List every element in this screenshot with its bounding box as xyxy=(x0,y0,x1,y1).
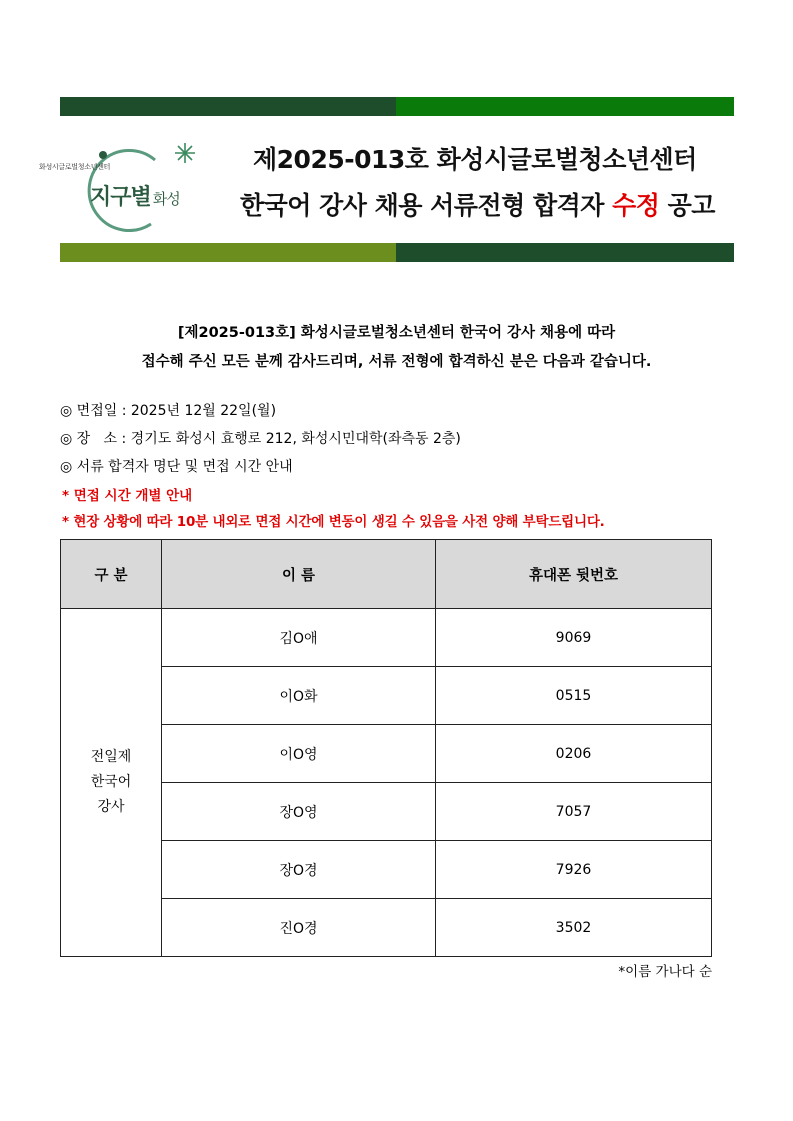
name-cell: 장O경 xyxy=(162,841,436,899)
page-title-line2 xyxy=(240,186,715,222)
header-bar-bottom xyxy=(60,243,734,262)
bar-segment-green xyxy=(396,97,734,116)
category-line: 전일제 xyxy=(90,749,132,765)
intro-line1: [제2025-013호] 화성시글로벌청소년센터 한국어 강사 채용에 따라 xyxy=(177,325,616,341)
title-line2-red: 수정 xyxy=(612,191,660,220)
applicant-table xyxy=(60,539,712,957)
category-cell xyxy=(61,609,162,957)
logo-name-main: 지구별 xyxy=(90,185,151,210)
note-individual-notice: * 면접 시간 개별 안내 xyxy=(62,488,193,504)
header-category: 구 분 xyxy=(61,540,162,609)
name-cell: 김O애 xyxy=(162,609,436,667)
name-cell: 진O경 xyxy=(162,899,436,957)
interview-notice: ◎ 서류 합격자 명단 및 면접 시간 안내 xyxy=(60,459,293,475)
interview-date: ◎ 면접일 : 2025년 12월 22일(월) xyxy=(60,403,277,419)
logo-name-suffix: 화성 xyxy=(152,190,180,208)
header-phone: 휴대폰 뒷번호 xyxy=(436,540,712,609)
bar-segment-dark xyxy=(60,97,396,116)
header-bar-top xyxy=(60,97,734,116)
name-cell: 이O영 xyxy=(162,725,436,783)
interview-place: ◎ 장 소 : 경기도 화성시 효행로 212, 화성시민대학(좌측동 2층) xyxy=(60,431,461,447)
table-header-row xyxy=(61,540,712,609)
page-title-line1: 제2025-013호 화성시글로벌청소년센터 xyxy=(253,145,697,174)
phone-cell: 7057 xyxy=(436,783,712,841)
note-time-change: * 현장 상황에 따라 10분 내외로 면접 시간에 변동이 생길 수 있음을 사전 양해 부탁드립니다. xyxy=(62,514,605,530)
phone-cell: 0206 xyxy=(436,725,712,783)
title-line2-pre: 한국어 강사 채용 서류전형 합격자 xyxy=(240,191,613,220)
intro-line2: 접수해 주신 모든 분께 감사드리며, 서류 전형에 합격하신 분은 다음과 같습니다. xyxy=(141,354,652,370)
category-line: 강사 xyxy=(97,799,125,815)
logo-name xyxy=(90,180,180,211)
bar-segment-dark xyxy=(396,243,734,262)
table-row xyxy=(61,609,712,667)
header-name: 이 름 xyxy=(162,540,436,609)
sort-order-footnote: *이름 가나다 순 xyxy=(618,964,712,980)
category-line: 한국어 xyxy=(90,774,132,790)
title-line2-post: 공고 xyxy=(659,191,715,220)
name-cell: 장O영 xyxy=(162,783,436,841)
phone-cell: 7926 xyxy=(436,841,712,899)
bar-segment-olive xyxy=(60,243,396,262)
logo-subtitle: 화성시글로벌청소년센터 xyxy=(39,163,111,171)
phone-cell: 0515 xyxy=(436,667,712,725)
phone-cell: 3502 xyxy=(436,899,712,957)
phone-cell: 9069 xyxy=(436,609,712,667)
name-cell: 이O화 xyxy=(162,667,436,725)
